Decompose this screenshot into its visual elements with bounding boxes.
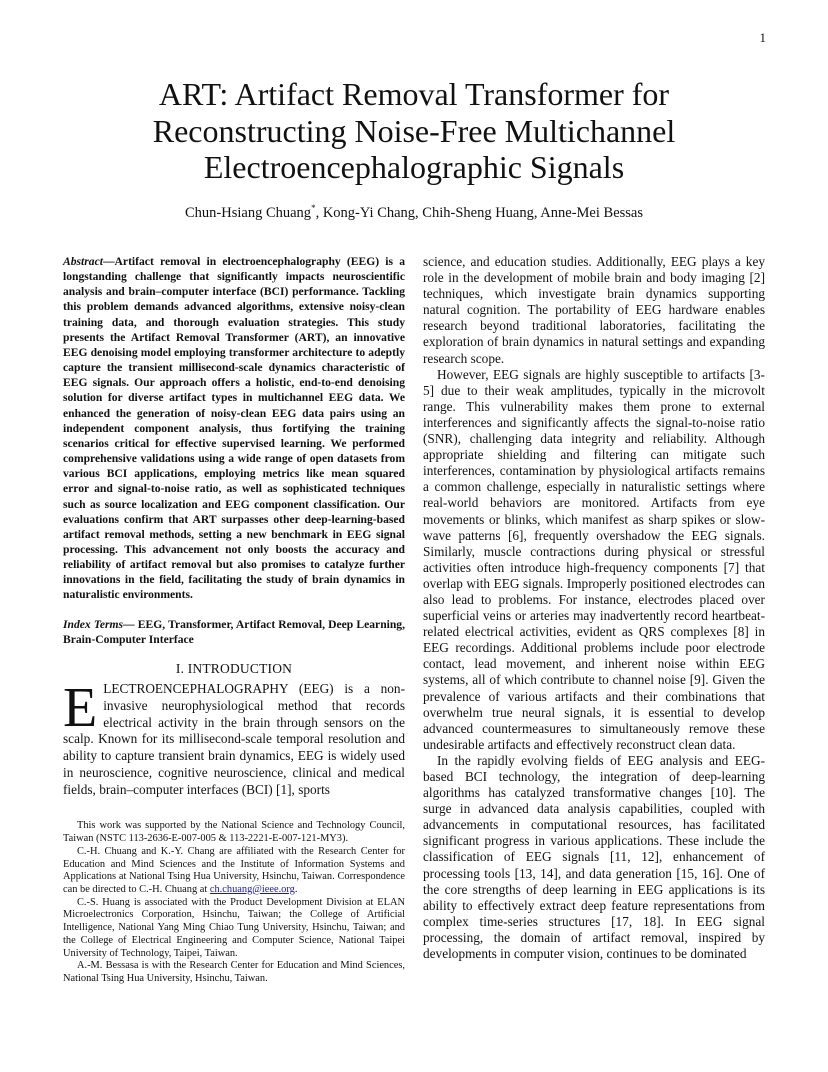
index-terms-text: — EEG, Transformer, Artifact Removal, Deep Learning, Brain-Computer Interface — [63, 617, 406, 646]
drop-cap: E — [63, 676, 98, 739]
body-paragraph-1: science, and education studies. Additionally, EEG plays a key role in the development of mobile brain and body imaging [2] techniques, which investigate brain dynamics supporting natural cognition. The portability of EEG hardware enables research beyond traditional laboratories, facilitating the exploration of brain dynamics in natural settings and expanding research scope. — [423, 254, 765, 366]
other-authors: , Kong-Yi Chang, Chih-Sheng Huang, Anne-Mei Bessas — [315, 204, 643, 221]
abstract-label: Abstract — [63, 255, 103, 268]
index-terms — [63, 617, 405, 647]
footnote-affiliation-1-end: . — [294, 884, 298, 895]
page-number: 1 — [759, 30, 766, 45]
index-terms-label: Index Terms — [63, 617, 124, 631]
introduction-text: LECTROENCEPHALOGRAPHY (EEG) is a non-invasive neurophysiological method that records electrical activity in the brain through sensors on the scalp. Known for its millisecond-scale temporal resolution and ability to capture transient brain dynamics, EEG is widely used in neuroscience, cognitive neuroscience, clinical and medical fields, brain–computer interfaces (BCI) [1], sports — [63, 680, 405, 797]
left-column — [63, 254, 405, 986]
abstract-text: —Artifact removal in electroencephalography (EEG) is a longstanding challenge that significantly impacts neuroscientific analysis and brain–computer interface (BCI) performance. Tackling this problem demands advanced algorithms, extensive noisy-clean training data, and thorough evaluation strategies. This study presents the Artifact Removal Transformer (ART), an innovative EEG denoising model employing transformer architecture to adeptly capture the transient millisecond-scale dynamics characteristic of EEG signals. Our approach offers a holistic, end-to-end denoising solution for diverse artifact types in multichannel EEG data. We enhanced the generation of noisy-clean EEG data pairs using an independent component analysis, thus fortifying the training scenarios critical for effective supervised learning. We performed comprehensive validations using a wide range of open datasets from various BCI applications, employing metrics like mean squared error and signal-to-noise ratio, as well as sophisticated techniques such as source localization and EEG component classification. Our evaluations confirm that ART surpasses other deep-learning-based artifact removal methods, setting a new benchmark in EEG signal processing. This advancement not only boosts the accuracy and reliability of artifact removal but also promises to catalyze further innovations in the field, facilitating the study of brain dynamics in naturalistic environments. — [63, 255, 405, 602]
footnote-affiliation-1-text: C.-H. Chuang and K.-Y. Chang are affiliated with the Research Center for Education and Mind Sciences and the Institute of Information Systems and Applications at National Tsing Hua University, Hsinchu, Taiwan. Correspondence can be directed to C.-H. Chuang at — [63, 845, 405, 895]
correspondence-email-link[interactable]: ch.chuang@ieee.org — [209, 884, 295, 895]
footnote-affiliation-1 — [63, 846, 405, 897]
paper-title: ART: Artifact Removal Transformer for Reconstructing Noise-Free Multichannel Electroencephalographic Signals — [152, 76, 676, 185]
footnotes — [63, 820, 405, 985]
introduction-paragraph — [63, 676, 405, 799]
abstract — [63, 254, 405, 603]
corresponding-author-mark: * — [311, 203, 316, 213]
body-paragraph-2: However, EEG signals are highly susceptible to artifacts [3-5] due to their weak amplitudes, typically in the microvolt range. This vulnerability makes them prone to external interferences and significantly affects the signal-to-noise ratio (SNR), challenging data integrity and reliability. Although appropriate shielding and filtering can mitigate such interferences, contamination by physiological artifacts remains a common challenge, especially in naturalistic settings where real-world behaviors are monitored. Artifacts from eye movements or blinks, which manifest as sharp spikes or slow-wave patterns [6], frequently overshadow the EEG signals. Similarly, muscle contractions during physical or stressful activities often introduce high-frequency components [7] that overlap with EEG signals. Improperly positioned electrodes can also lead to problems. For instance, electrodes placed over superficial veins or arteries may inadvertently record heartbeat-related electrical activities, evident as QRS complexes [8] in EEG recordings. Additional problems include poor electrode contact, lead movement, and inherent noise within EEG systems, all of which contribute to channel noise [9]. Given the prevalence of various artifacts and their combinations that overwhelm true neural signals, it is essential to develop advanced countermeasures to simultaneously remove these undesirable artifacts and effectively reconstruct clean data. — [423, 366, 765, 752]
footnote-affiliation-2: C.-S. Huang is associated with the Product Development Division at ELAN Microelectronics Corporation, Hsinchu, Taiwan; the College of Artificial Intelligence, National Yang Ming Chiao Tung University, Hsinchu, Taiwan; and the College of Electrical Engineering and Computer Science, National Taipei University of Technology, Taipei, Taiwan. — [63, 896, 405, 959]
body-paragraph-3: In the rapidly evolving fields of EEG analysis and EEG-based BCI technology, the integration of deep-learning algorithms has catalyzed transformative changes [10]. The surge in advanced data analysis capabilities, coupled with advancements in computational resources, has facilitated significant progress in various applications. These include the classification of EEG signals [11, 12], enhancement of processing tools [13, 14], and data generation [15, 16]. One of the core strengths of deep learning in EEG applications is its ability to effectively extract deep feature representations from complex time-series structures [17, 18]. In EEG signal processing, the domain of artifact removal, inspired by developments in computer vision, continues to be dominated — [423, 752, 765, 962]
right-column — [423, 254, 765, 962]
footnote-affiliation-3: A.-M. Bessasa is with the Research Center for Education and Mind Sciences, National Tsing Hua University, Hsinchu, Taiwan. — [63, 960, 405, 984]
author-list — [60, 203, 768, 222]
section-heading-introduction: I. INTRODUCTION — [175, 660, 293, 676]
first-author: Chun-Hsiang Chuang — [185, 204, 312, 221]
footnote-funding: This work was supported by the National Science and Technology Council, Taiwan (NSTC 113-2636-E-007-005 & 113-2221-E-007-121-MY3). — [63, 820, 405, 845]
